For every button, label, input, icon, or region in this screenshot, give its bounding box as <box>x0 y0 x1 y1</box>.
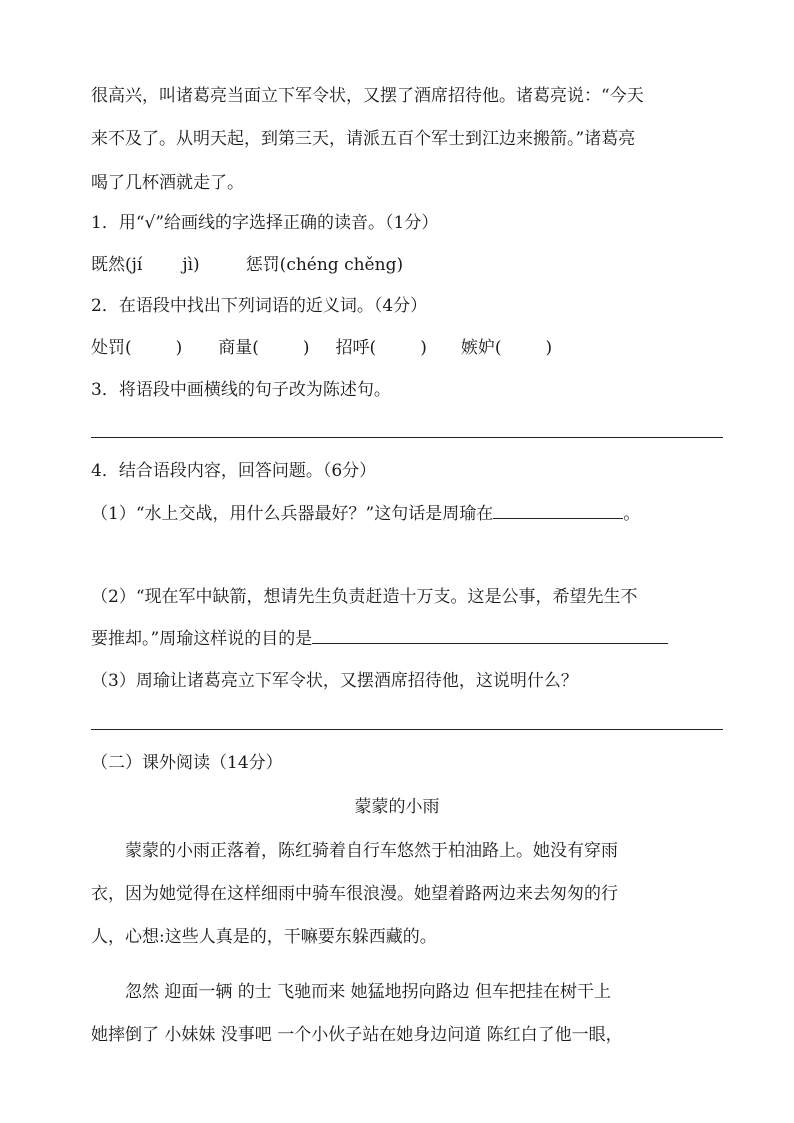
answer-line-q3[interactable] <box>91 437 723 438</box>
question-4-sub-2-line-2: 要推却。”周瑜这样说的目的是 <box>91 627 668 651</box>
synonym-item-shangliang: 商量( <box>218 338 259 358</box>
question-4-prompt: 4．结合语段内容，回答问题。（6分） <box>91 461 377 481</box>
passage-line-1: 很高兴，叫诸葛亮当面立下军令状，又摆了酒席招待他。诸葛亮说：“今天 <box>91 86 644 106</box>
reading-p2-line-2: 她摔倒了 小妹妹 没事吧 一个小伙子站在她身边问道 陈红白了他一眼， <box>91 1025 623 1045</box>
reading-title: 蒙蒙的小雨 <box>354 797 440 817</box>
synonym-item-zhaohu: 招呼( <box>335 338 377 358</box>
question-2-items: 处罚( ) 商量( ) 招呼( ) 嫉妒( ) <box>91 338 553 358</box>
synonym-item-chufa: 处罚( <box>91 338 132 358</box>
passage-line-2: 来不及了。从明天起，到第三天，请派五百个军士到江边来搬箭。”诸葛亮 <box>91 129 636 149</box>
pinyin-option-jiran: 既然(jí <box>91 255 143 275</box>
answer-blank-q4-2[interactable] <box>312 627 668 644</box>
question-1-prompt: 1．用“√”给画线的字选择正确的读音。（1分） <box>91 213 439 233</box>
answer-line-q4-3[interactable] <box>91 729 723 730</box>
question-1-options <box>91 253 403 277</box>
section-2-heading: （二）课外阅读（14分） <box>91 753 283 773</box>
reading-p1-line-2: 衣，因为她觉得在这样细雨中骑车很浪漫。她望着路两边来去匆匆的行 <box>91 884 618 904</box>
reading-p2-line-1: 忽然 迎面一辆 的士 飞驰而来 她猛地拐向路边 但车把挂在树干上 <box>125 982 612 1002</box>
pinyin-option-chengfa: 惩罚(chéng chěng) <box>245 255 404 275</box>
question-3-prompt: 3．将语段中画横线的句子改为陈述句。 <box>91 380 391 400</box>
pinyin-option-jiran-b: jì) <box>182 255 200 275</box>
reading-p1-line-1: 蒙蒙的小雨正落着，陈红骑着自行车悠然于柏油路上。她没有穿雨 <box>125 841 618 861</box>
question-4-sub-1: （1）“水上交战，用什么兵器最好？”这句话是周瑜在 。 <box>91 504 641 524</box>
question-2-prompt: 2．在语段中找出下列词语的近义词。（4分） <box>91 296 428 316</box>
reading-p1-line-3: 人，心想:这些人真是的，干嘛要东躲西藏的。 <box>91 927 437 947</box>
synonym-item-jidu: 嫉妒( <box>460 338 502 358</box>
question-4-sub-3: （3）周瑜让诸葛亮立下军令状，又摆酒席招待他，这说明什么？ <box>91 671 578 691</box>
question-4-sub-2-line-1: （2）“现在军中缺箭，想请先生负责赶造十万支。这是公事，希望先生不 <box>91 587 638 607</box>
answer-blank-q4-1[interactable] <box>493 502 623 519</box>
passage-line-3: 喝了几杯酒就走了。 <box>91 173 244 193</box>
